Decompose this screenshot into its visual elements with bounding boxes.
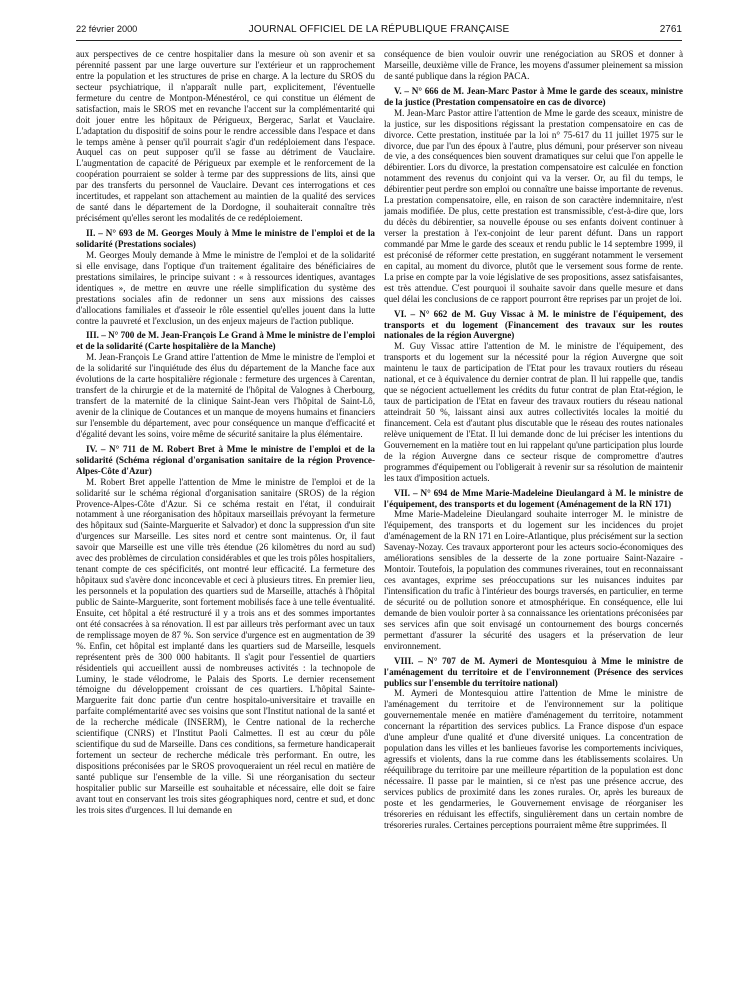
header-page-number: 2761 — [659, 24, 682, 35]
question-body: M. Jean-François Le Grand attire l'attention de Mme le ministre de l'emploi et de la solidarité sur l'inquiétude des élus du département de la Manche face aux évolutions de la carte hospitalière régionale : fermeture des urgences à Carentan, transfert de la chirurgie et de la maternité de l'hôpital de Valognes à Cherbourg, transfert de la maternité de la clinique Saint-Jean vers l'hôpital de Saint-Lô, avenir de la clinique de Coutances et un manque de moyens humains et financiers sur l'ensemble du département, avec pour conséquence un manque d'efficacité et d'égalité devant les soins, voire même de sécurité sanitaire la plus élémentaire. — [76, 352, 375, 439]
header-rule — [76, 40, 682, 41]
question-body: M. Georges Mouly demande à Mme le ministre de l'emploi et de la solidarité si elle envisage, dans l'optique d'un traitement égalitaire des bénéficiaires de prestations similaires, le principe suivant : « à ressources identiques, avantages identiques », de mettre en œuvre une réelle simplification du système des prestations sociales afin de redonner un sens aux missions des caisses d'allocations familiales et d'asseoir le rôle essentiel qu'elles jouent dans la lutte contre la pauvreté et l'exclusion, un des enjeux majeurs de l'action publique. — [76, 249, 375, 326]
question-heading: VI. – N° 662 de M. Guy Vissac à M. le ministre de l'équipement, des transports et du logement (Financement des travaux sur les routes nationales de la région Auvergne) — [384, 308, 683, 341]
right-column — [384, 49, 683, 985]
question-heading: IV. – N° 711 de M. Robert Bret à Mme le ministre de l'emploi et de la solidarité (Schéma régional d'organisation sanitaire de la région Provence-Alpes-Côte d'Azur) — [76, 443, 375, 476]
question-body: M. Jean-Marc Pastor attire l'attention de Mme le garde des sceaux, ministre de la justice, sur les dispositions régissant la prestation compensatoire en cas de divorce. Cette prestation, instituée par la loi n° 75-617 du 11 juillet 1975 sur le divorce, due par l'un des époux à l'autre, plus démuni, pour préserver son niveau de vie, a des conséquences bien souvent dramatiques sur celui que l'on appelle le débirentier. Lors du divorce, la prestation compensatoire est calculée en fonction notamment des revenus du conjoint qui va la verser. Or, au fil du temps, le débirentier peut perdre son emploi ou connaître une baisse importante de revenus. La prestation compensatoire, elle, en raison de son caractère indemnitaire, n'est jamais modifiée. De plus, cette prestation est transmissible, c'est-à-dire que, lors du décès du débirentier, sa nouvelle épouse ou ses enfants doivent continuer à verser la prestation à l'ex-conjoint de leur parent défunt. Dans un rapport commandé par Mme le garde des sceaux et rendu public le 14 septembre 1999, il est préconisé de réformer cette prestation, en suggérant notamment le versement en capital, au moment du divorce, plutôt que le versement sous forme de rente. La prise en compte par la voie législative de ses propositions, assez satisfaisantes, est très attendue. C'est pourquoi il souhaite savoir dans quelle mesure et dans quel délai les conclusions de ce rapport pourront être reprises par un projet de loi. — [384, 107, 683, 304]
paragraph: aux perspectives de ce centre hospitalier dans la mesure où son avenir et sa pérennité passent par une large ouverture sur l'extérieur et un rapprochement entre la population et les structures de prise en charge. A la lecture du SROS du secteur psychiatrique, il n'apparaît nulle part, explicitement, l'éventuelle fermeture du centre de Montpon-Ménestérol, ce qui constitue un élément de satisfaction, mais le SROS met en revanche l'accent sur la complémentarité qui doit jouer entre les hôpitaux de Périgueux, Bergerac, Sarlat et Vauclaire. L'adaptation du dispositif de soins pour le rendre accessible dans l'espace et dans le temps amène à penser qu'il pourrait s'agir d'un redéploiement dans l'espace. Auquel cas on peut supposer qu'il se fasse au détriment de Vauclaire. L'augmentation de capacité de Périgueux par exemple et le renforcement de la coopération pourraient se solder à terme par des suppressions de lits, ainsi que par des transferts du personnel de Vauclaire. Devant ces interrogations et ces incertitudes, et rappelant son attachement au maintien de la qualité des services de santé dans le département de la Dordogne, il souhaiterait connaître très précisément qu'elles seront les modalités de ce redéploiement. — [76, 49, 375, 224]
header-date: 22 février 2000 — [76, 24, 138, 34]
question-body: Mme Marie-Madeleine Dieulangard souhaite interroger M. le ministre de l'équipement, des transports et du logement sur les incidences du projet d'aménagement de la RN 171 en Loire-Atlantique, plus précisément sur la section Savenay-Nozay. Ces travaux apporteront pour les acteurs socio-économiques des améliorations sensibles de la desserte de la zone portuaire Saint-Nazaire - Montoir. Toutefois, la population des communes riveraines, tout en reconnaissant ces avantages, exprime ses préoccupations sur les nuisances induites par l'intensification du trafic à l'intérieur des bourgs traversés, en particulier, en terme de sécurité ou de pollution sonore et atmosphérique. En conséquence, elle lui demande de bien vouloir porter à sa connaissance les orientations préconisées par ses services afin que soit envisagé un contournement des bourgs concernés permettant d'assurer la sécurité des usagers et la préservation de leur environnement. — [384, 509, 683, 651]
paragraph: conséquence de bien vouloir ouvrir une renégociation au SROS et donner à Marseille, deuxième ville de France, les moyens d'assumer pleinement sa mission de santé publique dans la région PACA. — [384, 49, 683, 81]
left-column — [76, 49, 375, 985]
header-journal-title: JOURNAL OFFICIEL DE LA RÉPUBLIQUE FRANÇAISE — [248, 24, 510, 35]
page-header — [76, 24, 682, 38]
question-heading: III. – N° 700 de M. Jean-François Le Grand à Mme le ministre de l'emploi et de la solidarité (Carte hospitalière de la Manche) — [76, 330, 375, 352]
question-body: M. Robert Bret appelle l'attention de Mme le ministre de l'emploi et de la solidarité sur le schéma régional d'organisation sanitaire (SROS) de la région Provence-Alpes-Côte d'Azur. Si ce schéma restait en l'état, il conduirait notamment à une réorganisation des hôpitaux marseillais prévoyant la fermeture des hôpitaux sud (Sainte-Marguerite et Salvador) et donc la suppression d'un site d'urgences sur Marseille. Les sites nord et centre sont maintenus. Or, il faut savoir que Marseille est une ville très étendue (26 kilomètres du nord au sud) avec des problèmes de circulation considérables et que les trois pôles hospitaliers, tenant compte de ces spécificités, ont montré leur efficacité. La fermeture des hôpitaux sud s'avère donc inconcevable et ceci à plusieurs titres. En premier lieu, les personnels et la population des quartiers sud de Marseille, attachés à l'hôpital public de Sainte-Marguerite, sont fortement mobilisés face à une telle éventualité. Ensuite, cet hôpital a été restructuré il y a trois ans et des sommes importantes ont été consacrées à sa rénovation. Il est par ailleurs très performant avec un taux de remplissage moyen de 87 %. Son service d'urgence est en augmentation de 39 %. Enfin, cet hôpital est implanté dans les quartiers sud de Marseille, lesquels représentent près de 300 000 habitants. Il s'agit pour l'essentiel de quartiers résidentiels qui accueillent aussi de nombreuses activités : la technopole de Luminy, le stade vélodrome, le Palais des Sports. Le dernier recensement témoigne du développement croissant de ces quartiers. L'hôpital Sainte-Marguerite fait donc partie d'un centre hospitalo-universitaire et travaille en parfaite complémentarité avec ses voisins que sont l'Institut national de la santé et de la recherche médicale (INSERM), le Centre national de la recherche scientifique (CNRS) et l'Institut Paoli Calmettes. Il est au cœur du pôle scientifique du sud de Marseille. Dans ces conditions, sa fermeture handicaperait fortement un secteur de recherche médicale très performant. En outre, les dispositions préconisées par le SROS provoqueraient un réel recul en matière de santé publique sur l'ensemble de la ville. Si une réorganisation du secteur hospitalier public sur Marseille est souhaitable et nécessaire, elle doit se faire avant tout en conservant les trois sites géographiques nord, centre et sud, et donc les trois sites d'urgences. Il lui demande en — [76, 476, 375, 815]
question-heading: II. – N° 693 de M. Georges Mouly à Mme le ministre de l'emploi et de la solidarité (Prestations sociales) — [76, 228, 375, 249]
question-heading: VII. – N° 694 de Mme Marie-Madeleine Dieulangard à M. le ministre de l'équipement, des transports et du logement (Aménagement de la RN 171) — [384, 487, 683, 509]
question-body: M. Guy Vissac attire l'attention de M. le ministre de l'équipement, des transports et du logement sur la nécessité pour la région Auvergne que soit maintenu le taux de participation de l'Etat pour les travaux routiers du réseau national, et ce à équivalence du dernier contrat de plan. Il lui rappelle que, tandis que se négocient actuellement les crédits du futur contrat de plan Etat-région, le taux de participation de l'Etat en faveur des travaux routiers du réseau national atteindrait 50 %, laissant ainsi aux autres collectivités locales la moitié du financement. Cela est d'autant plus discutable que le réseau des routes nationales relève uniquement de l'Etat. Il lui demande donc de lui préciser les intentions du Gouvernement en la matière tout en lui rappelant qu'une participation plus lourde de la région Auvergne dans ce secteur risque de compromettre d'autres programmes d'équipement ou l'obligerait à revenir sur sa résolution de maintenir les taux d'imposition actuels. — [384, 341, 683, 483]
question-heading: V. – N° 666 de M. Jean-Marc Pastor à Mme le garde des sceaux, ministre de la justice (Prestation compensatoire en cas de divorce) — [384, 85, 683, 107]
question-heading: VIII. – N° 707 de M. Aymeri de Montesquiou à Mme le ministre de l'aménagement du territoire et de l'environnement (Présence des services publics sur l'ensemble du territoire national) — [384, 655, 683, 688]
question-body: M. Aymeri de Montesquiou attire l'attention de Mme le ministre de l'aménagement du territoire et de l'environnement sur la politique gouvernementale menée en matière d'aménagement du territoire, notamment concernant la répartition des services publics. La France dispose d'un espace d'une ampleur d'une qualité et d'une diversité uniques. La concentration de population dans les villes et les banlieues favorise les comportements inciviques, agressifs et violents, dans la rue comme dans les établissements scolaires. Un rééquilibrage du territoire par une meilleure répartition de la population est donc nécessaire. Il passe par le maintien, si ce n'est pas une présence accrue, des services publics de proximité dans les zones rurales. Or, après les bureaux de poste et les gendarmeries, le Gouvernement envisage de réorganiser les trésoreries en réduisant les effectifs, singulièrement dans un certain nombre de trésoreries rurales. Certaines perceptions pourraient même être supprimées. Il — [384, 688, 683, 830]
